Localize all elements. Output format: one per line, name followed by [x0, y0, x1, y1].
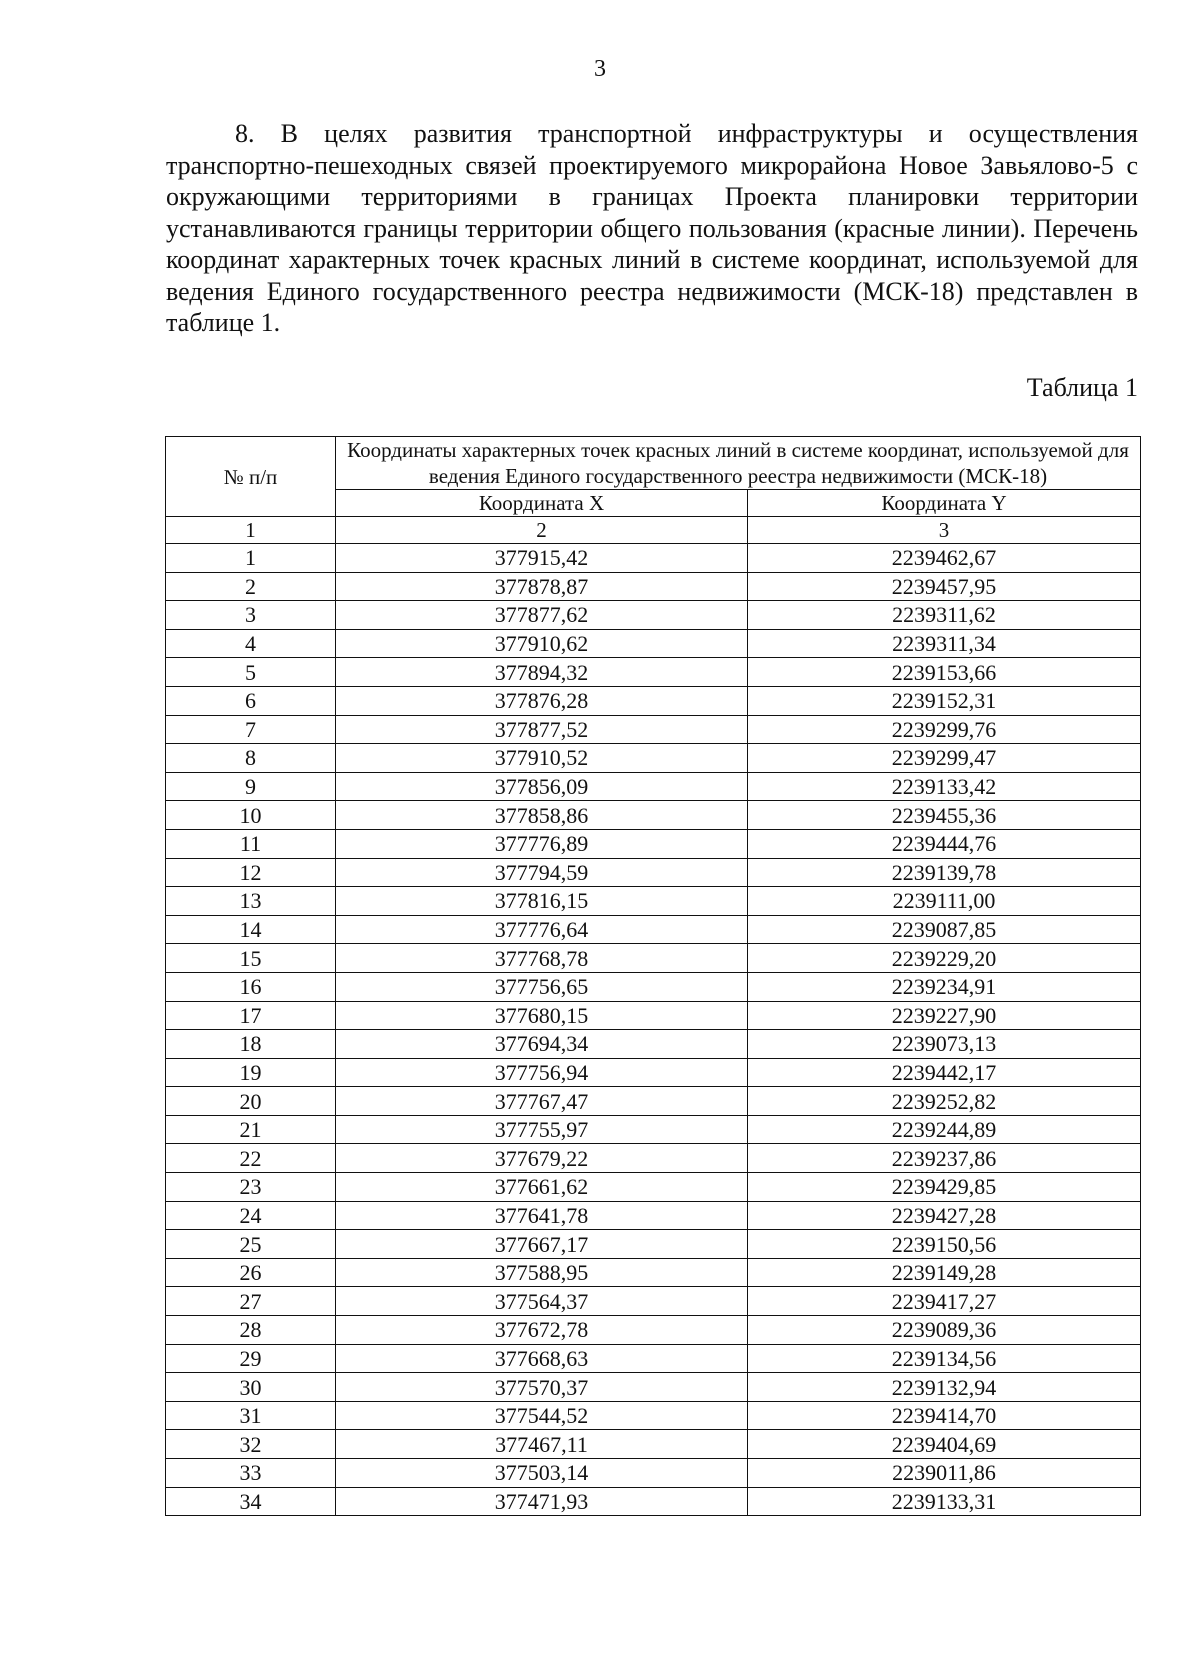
cell-coordinate-y: 2239139,78: [748, 858, 1141, 887]
cell-coordinate-y: 2239311,62: [748, 601, 1141, 630]
cell-coordinate-x: 377776,64: [336, 915, 748, 944]
cell-number: 11: [166, 829, 336, 858]
cell-coordinate-y: 2239404,69: [748, 1430, 1141, 1459]
cell-number: 24: [166, 1201, 336, 1230]
cell-number: 21: [166, 1115, 336, 1144]
table-row: [166, 887, 1141, 916]
cell-number: 16: [166, 972, 336, 1001]
cell-coordinate-y: 2239011,86: [748, 1459, 1141, 1488]
cell-coordinate-y: 2239244,89: [748, 1115, 1141, 1144]
cell-number: 18: [166, 1030, 336, 1059]
cell-coordinate-y: 2239299,76: [748, 715, 1141, 744]
column-number-3: 3: [748, 517, 1141, 544]
cell-number: 2: [166, 572, 336, 601]
cell-number: 32: [166, 1430, 336, 1459]
table-row: [166, 601, 1141, 630]
cell-coordinate-x: 377856,09: [336, 772, 748, 801]
cell-coordinate-x: 377756,65: [336, 972, 748, 1001]
cell-coordinate-y: 2239311,34: [748, 629, 1141, 658]
cell-coordinate-y: 2239229,20: [748, 944, 1141, 973]
cell-coordinate-x: 377679,22: [336, 1144, 748, 1173]
table-row: [166, 1058, 1141, 1087]
table-row: [166, 829, 1141, 858]
cell-coordinate-y: 2239152,31: [748, 686, 1141, 715]
cell-coordinate-y: 2239462,67: [748, 544, 1141, 573]
page-number: 3: [594, 56, 606, 82]
cell-coordinate-y: 2239153,66: [748, 658, 1141, 687]
table-row: [166, 1430, 1141, 1459]
table-row: [166, 1087, 1141, 1116]
cell-coordinate-x: 377794,59: [336, 858, 748, 887]
cell-coordinate-y: 2239132,94: [748, 1373, 1141, 1402]
cell-coordinate-y: 2239442,17: [748, 1058, 1141, 1087]
table-row: [166, 629, 1141, 658]
cell-number: 34: [166, 1487, 336, 1516]
cell-number: 19: [166, 1058, 336, 1087]
header-y: Координата Y: [748, 490, 1141, 517]
cell-coordinate-x: 377661,62: [336, 1173, 748, 1202]
cell-number: 29: [166, 1344, 336, 1373]
cell-number: 25: [166, 1230, 336, 1259]
cell-number: 17: [166, 1001, 336, 1030]
table-row: [166, 1230, 1141, 1259]
cell-number: 1: [166, 544, 336, 573]
cell-coordinate-x: 377858,86: [336, 801, 748, 830]
body-paragraph: 8. В целях развития транспортной инфраструктуры и осуществления транспортно-пешеходных связей проектируемого микрорайона Новое Завьялово-5 с окружающими территориями в границах Проекта планировки территории устанавливаются границы территории общего пользования (красные линии). Перечень координат характерных точек красных линий в системе координат, используемой для ведения Единого государственного реестра недвижимости (МСК-18) представлен в таблице 1.: [166, 119, 1138, 337]
table-row: [166, 1487, 1141, 1516]
cell-number: 6: [166, 686, 336, 715]
cell-number: 3: [166, 601, 336, 630]
table-row: [166, 972, 1141, 1001]
table-row: [166, 686, 1141, 715]
cell-number: 14: [166, 915, 336, 944]
cell-coordinate-y: 2239133,31: [748, 1487, 1141, 1516]
cell-coordinate-y: 2239234,91: [748, 972, 1141, 1001]
cell-coordinate-x: 377915,42: [336, 544, 748, 573]
table-row: [166, 1344, 1141, 1373]
cell-coordinate-y: 2239299,47: [748, 744, 1141, 773]
table-row: [166, 772, 1141, 801]
cell-coordinate-x: 377672,78: [336, 1316, 748, 1345]
cell-number: 26: [166, 1258, 336, 1287]
table-row: [166, 915, 1141, 944]
cell-coordinate-x: 377680,15: [336, 1001, 748, 1030]
cell-coordinate-x: 377503,14: [336, 1459, 748, 1488]
cell-coordinate-x: 377877,62: [336, 601, 748, 630]
cell-coordinate-y: 2239417,27: [748, 1287, 1141, 1316]
cell-coordinate-x: 377768,78: [336, 944, 748, 973]
cell-coordinate-x: 377471,93: [336, 1487, 748, 1516]
cell-number: 5: [166, 658, 336, 687]
cell-number: 13: [166, 887, 336, 916]
cell-coordinate-x: 377910,52: [336, 744, 748, 773]
cell-coordinate-x: 377877,52: [336, 715, 748, 744]
cell-coordinate-x: 377876,28: [336, 686, 748, 715]
cell-coordinate-y: 2239455,36: [748, 801, 1141, 830]
cell-coordinate-x: 377816,15: [336, 887, 748, 916]
cell-coordinate-x: 377641,78: [336, 1201, 748, 1230]
cell-coordinate-y: 2239089,36: [748, 1316, 1141, 1345]
cell-number: 28: [166, 1316, 336, 1345]
column-number-1: 1: [166, 517, 336, 544]
cell-number: 7: [166, 715, 336, 744]
table-row: [166, 1401, 1141, 1430]
cell-coordinate-y: 2239149,28: [748, 1258, 1141, 1287]
cell-coordinate-y: 2239429,85: [748, 1173, 1141, 1202]
cell-coordinate-y: 2239133,42: [748, 772, 1141, 801]
table-row: [166, 658, 1141, 687]
cell-coordinate-y: 2239073,13: [748, 1030, 1141, 1059]
table-caption: Таблица 1: [1026, 373, 1138, 402]
cell-coordinate-y: 2239111,00: [748, 887, 1141, 916]
cell-coordinate-x: 377767,47: [336, 1087, 748, 1116]
table-row: [166, 1459, 1141, 1488]
cell-coordinate-y: 2239087,85: [748, 915, 1141, 944]
cell-number: 27: [166, 1287, 336, 1316]
table-row: [166, 1173, 1141, 1202]
cell-coordinate-y: 2239134,56: [748, 1344, 1141, 1373]
cell-coordinate-x: 377756,94: [336, 1058, 748, 1087]
cell-coordinate-x: 377667,17: [336, 1230, 748, 1259]
cell-coordinate-y: 2239427,28: [748, 1201, 1141, 1230]
table-row: [166, 1201, 1141, 1230]
cell-number: 9: [166, 772, 336, 801]
table-row: [166, 544, 1141, 573]
cell-number: 4: [166, 629, 336, 658]
cell-coordinate-y: 2239457,95: [748, 572, 1141, 601]
cell-number: 12: [166, 858, 336, 887]
cell-coordinate-x: 377588,95: [336, 1258, 748, 1287]
cell-coordinate-x: 377544,52: [336, 1401, 748, 1430]
cell-number: 15: [166, 944, 336, 973]
table-row: [166, 715, 1141, 744]
header-x: Координата X: [336, 490, 748, 517]
cell-coordinate-x: 377910,62: [336, 629, 748, 658]
table-row: [166, 858, 1141, 887]
cell-coordinate-x: 377878,87: [336, 572, 748, 601]
table-row: [166, 1115, 1141, 1144]
table-row: [166, 944, 1141, 973]
table-row: [166, 1373, 1141, 1402]
cell-coordinate-y: 2239150,56: [748, 1230, 1141, 1259]
cell-number: 23: [166, 1173, 336, 1202]
table-row: [166, 1316, 1141, 1345]
cell-coordinate-x: 377467,11: [336, 1430, 748, 1459]
cell-coordinate-y: 2239237,86: [748, 1144, 1141, 1173]
cell-coordinate-x: 377776,89: [336, 829, 748, 858]
column-number-2: 2: [336, 517, 748, 544]
table-row: [166, 1030, 1141, 1059]
cell-number: 33: [166, 1459, 336, 1488]
header-coordinates-group: Координаты характерных точек красных линий в системе координат, используемой для ведения Единого государственного реестра недвижимости (МСК-18): [336, 437, 1141, 490]
cell-number: 8: [166, 744, 336, 773]
table-row: [166, 1287, 1141, 1316]
cell-coordinate-x: 377694,34: [336, 1030, 748, 1059]
table-body: [166, 544, 1141, 1516]
cell-number: 22: [166, 1144, 336, 1173]
cell-coordinate-x: 377755,97: [336, 1115, 748, 1144]
table-row: [166, 1258, 1141, 1287]
cell-number: 30: [166, 1373, 336, 1402]
cell-number: 10: [166, 801, 336, 830]
cell-number: 31: [166, 1401, 336, 1430]
header-number: № п/п: [166, 437, 336, 517]
cell-number: 20: [166, 1087, 336, 1116]
cell-coordinate-x: 377668,63: [336, 1344, 748, 1373]
cell-coordinate-y: 2239444,76: [748, 829, 1141, 858]
table-row: [166, 801, 1141, 830]
table-row: [166, 572, 1141, 601]
cell-coordinate-y: 2239252,82: [748, 1087, 1141, 1116]
cell-coordinate-y: 2239414,70: [748, 1401, 1141, 1430]
table-row: [166, 744, 1141, 773]
cell-coordinate-y: 2239227,90: [748, 1001, 1141, 1030]
table-row: [166, 1001, 1141, 1030]
cell-coordinate-x: 377894,32: [336, 658, 748, 687]
cell-coordinate-x: 377570,37: [336, 1373, 748, 1402]
coordinates-table: [165, 436, 1141, 1516]
table-row: [166, 1144, 1141, 1173]
cell-coordinate-x: 377564,37: [336, 1287, 748, 1316]
